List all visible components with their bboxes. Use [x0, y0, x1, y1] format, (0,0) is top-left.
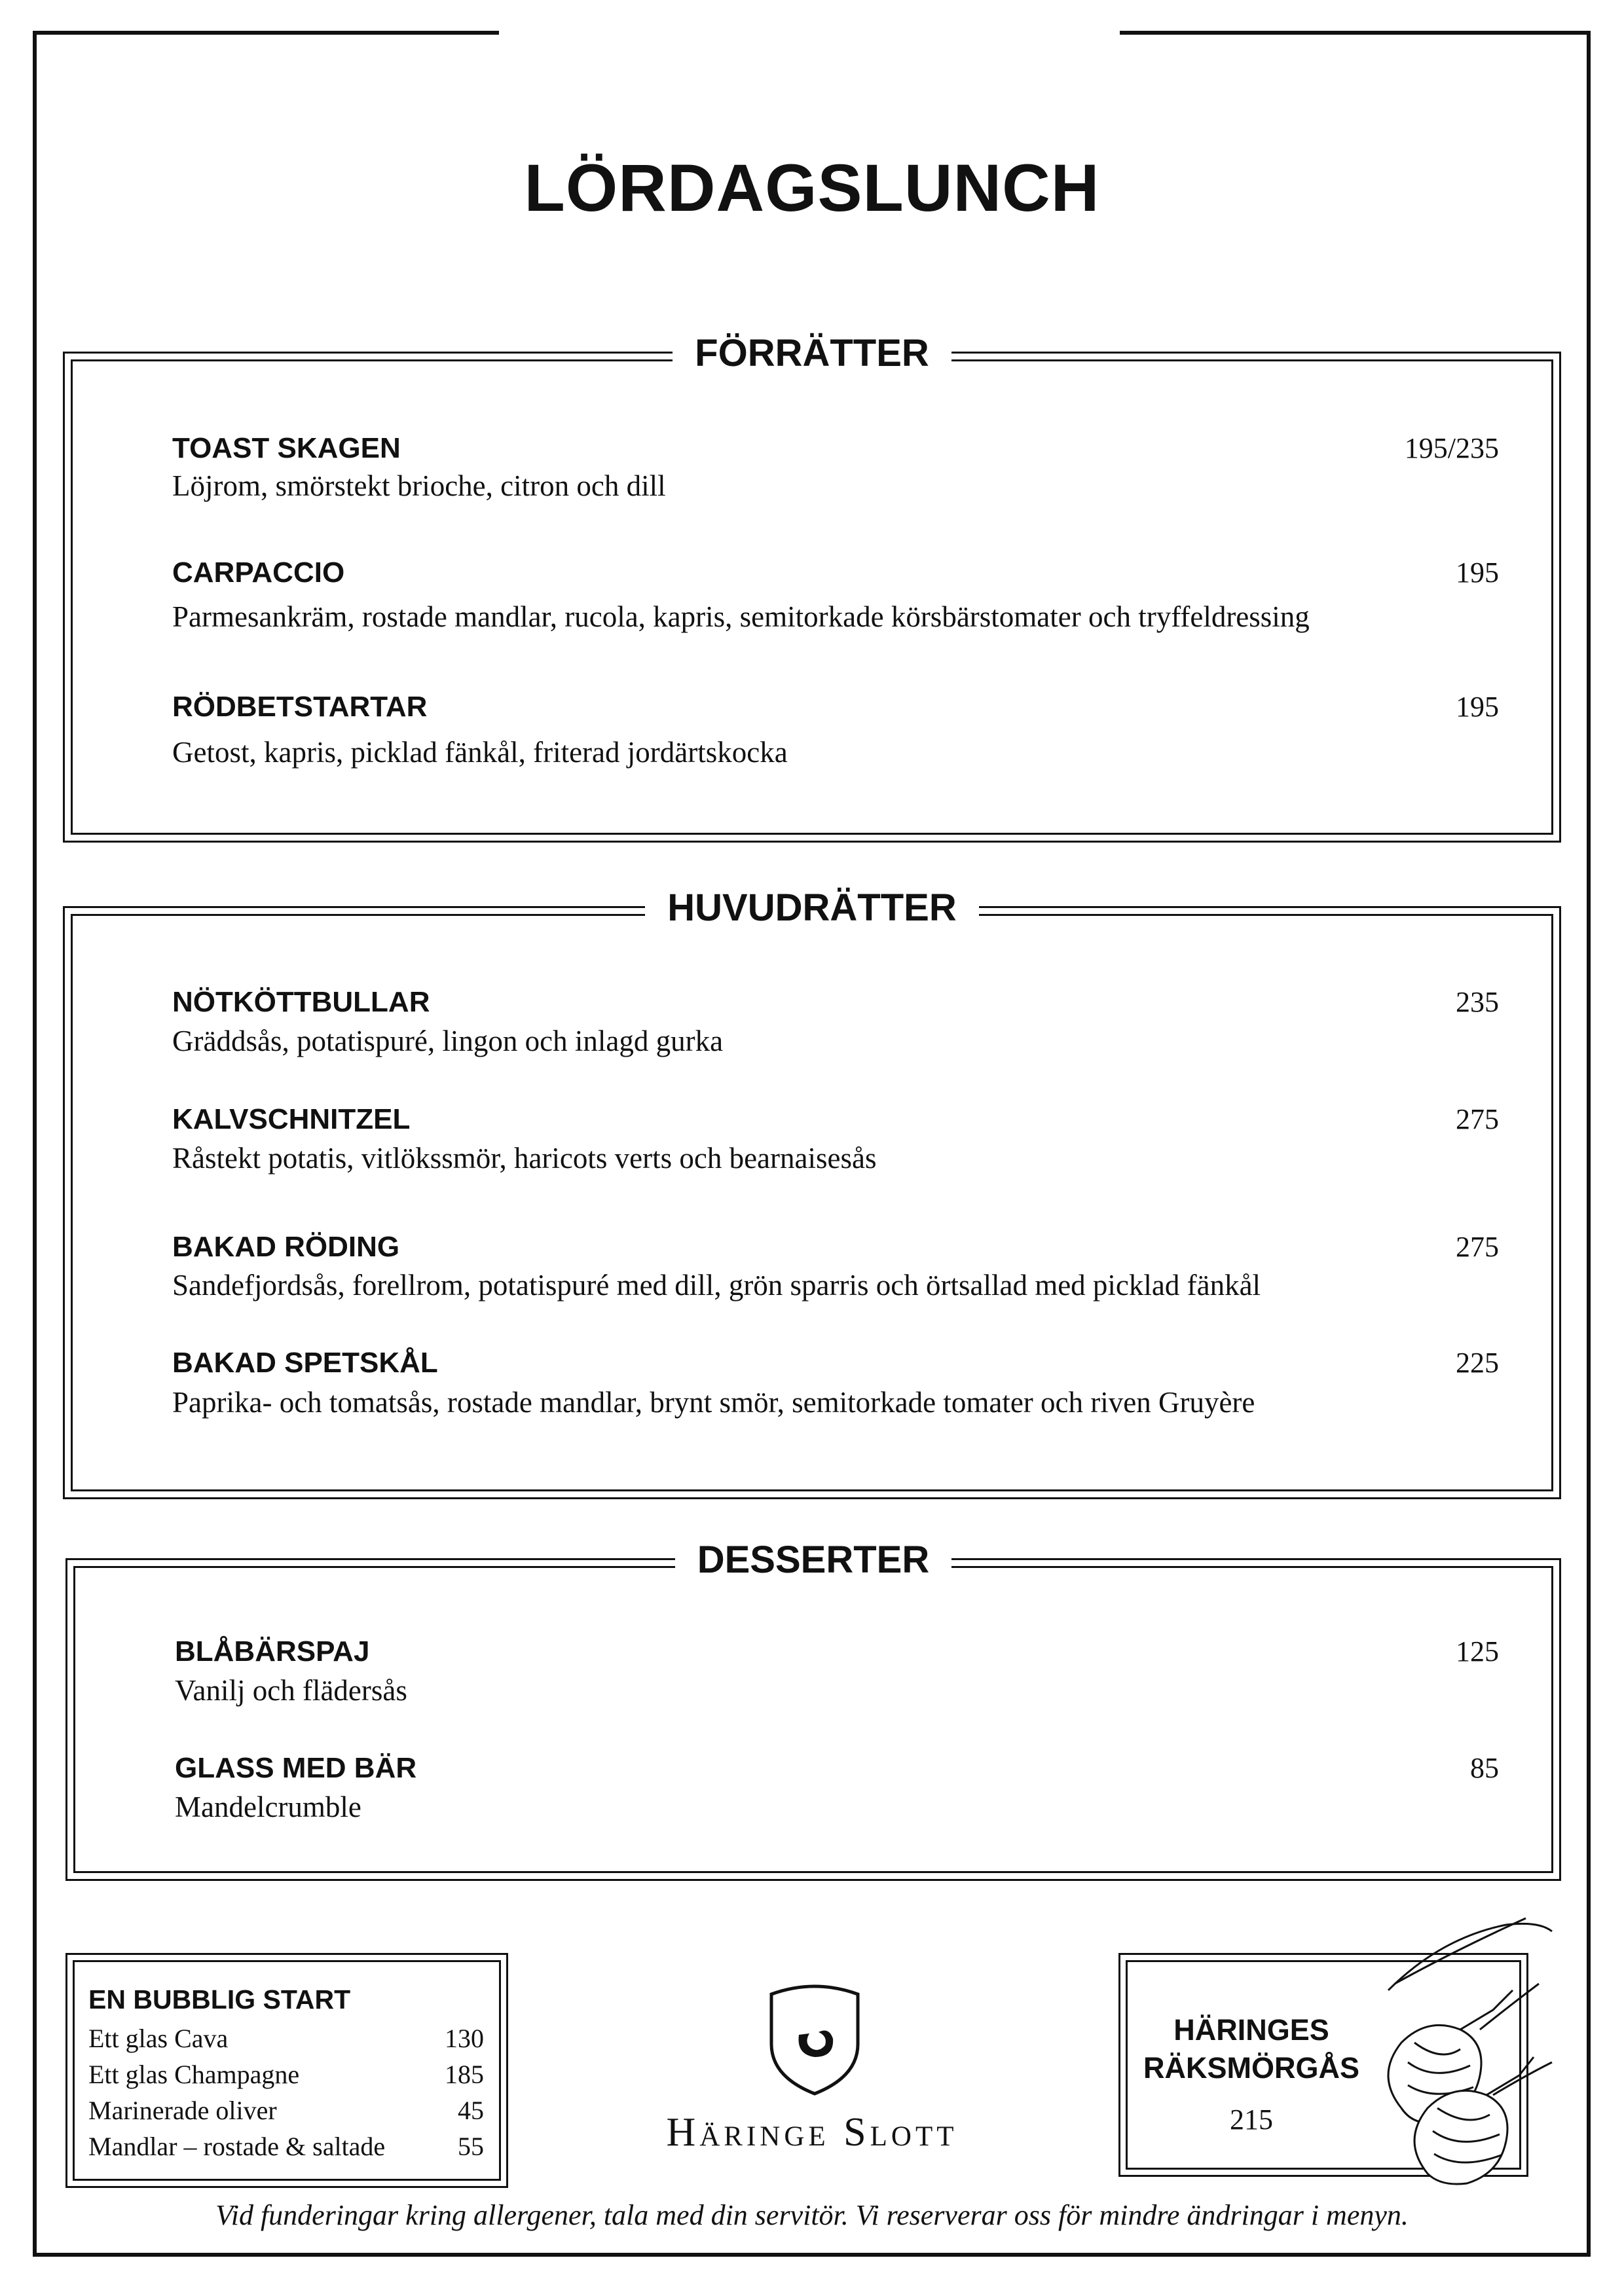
- bubblig-title: EN BUBBLIG START: [88, 1984, 351, 2014]
- section-heading: FÖRRÄTTER: [65, 325, 1559, 382]
- section-heading: HUVUDRÄTTER: [65, 879, 1559, 937]
- item-price: 275: [1456, 1103, 1499, 1135]
- item-price: 125: [1456, 1635, 1499, 1667]
- item-name: KALVSCHNITZEL: [172, 1103, 411, 1135]
- frame-top-left: [33, 31, 499, 35]
- list-item: Mandlar – rostade & saltade 55: [88, 2132, 484, 2161]
- item-description: Parmesankräm, rostade mandlar, rucola, kapris, semitorkade körsbärstomater och tryffeldressing: [172, 600, 1310, 633]
- item-price: 195/235: [1404, 432, 1499, 464]
- item-name: BLÅBÄRSPAJ: [175, 1635, 370, 1667]
- item-price: 195: [1456, 556, 1499, 589]
- frame-right: [1587, 31, 1591, 2257]
- item-price: 235: [1456, 986, 1499, 1018]
- item-name: BAKAD RÖDING: [172, 1231, 400, 1263]
- section-heading: DESSERTER: [67, 1531, 1559, 1589]
- bubblig-start-box: [65, 1953, 508, 2188]
- brand-name: Häringe Slott: [666, 2110, 958, 2155]
- item-description: Mandelcrumble: [175, 1791, 361, 1823]
- item-price: 195: [1456, 691, 1499, 723]
- item-name: TOAST SKAGEN: [172, 432, 401, 464]
- item-description: Råstekt potatis, vitlökssmör, haricots verts och bearnaisesås: [172, 1142, 877, 1175]
- section-forratter: [63, 332, 1561, 843]
- item-description: Getost, kapris, picklad fänkål, friterad jordärtskocka: [172, 736, 788, 769]
- section-desserter: [65, 1539, 1561, 1881]
- item-description: Paprika- och tomatsås, rostade mandlar, brynt smör, semitorkade tomater och riven Gruyère: [172, 1386, 1255, 1419]
- item-description: Löjrom, smörstekt brioche, citron och dill: [172, 469, 666, 502]
- list-item: Marinerade oliver 45: [88, 2096, 484, 2125]
- list-item: Ett glas Cava 130: [88, 2024, 484, 2053]
- item-name: GLASS MED BÄR: [175, 1752, 417, 1784]
- item-name: NÖTKÖTTBULLAR: [172, 986, 430, 1018]
- shrimp-illustration-icon: [1362, 1912, 1559, 2187]
- raksmorgas-price: 215: [1230, 2104, 1273, 2136]
- item-price: 275: [1456, 1231, 1499, 1263]
- item-description: Vanilj och flädersås: [175, 1674, 407, 1707]
- frame-top-right: [1120, 31, 1591, 35]
- frame-left: [33, 31, 37, 2257]
- frame-bottom: [33, 2253, 1591, 2257]
- raksmorgas-title: HÄRINGES RÄKSMÖRGÅS: [1143, 2013, 1359, 2085]
- section-huvudratter: [63, 886, 1561, 1499]
- item-price: 225: [1456, 1347, 1499, 1379]
- shield-logo-icon: [766, 1981, 863, 2098]
- item-name: RÖDBETSTARTAR: [172, 691, 428, 723]
- footer-note: Vid funderingar kring allergener, tala med din servitör. Vi reserverar oss för mindre ändringar i menyn.: [215, 2199, 1409, 2231]
- item-description: Gräddsås, potatispuré, lingon och inlagd gurka: [172, 1025, 724, 1057]
- list-item: Ett glas Champagne 185: [88, 2060, 484, 2089]
- item-name: CARPACCIO: [172, 556, 345, 589]
- item-name: BAKAD SPETSKÅL: [172, 1347, 438, 1379]
- page-title: LÖRDAGSLUNCH: [524, 151, 1100, 225]
- item-price: 85: [1470, 1752, 1499, 1784]
- item-description: Sandefjordsås, forellrom, potatispuré med dill, grön sparris och örtsallad med picklad fänkål: [172, 1269, 1261, 1302]
